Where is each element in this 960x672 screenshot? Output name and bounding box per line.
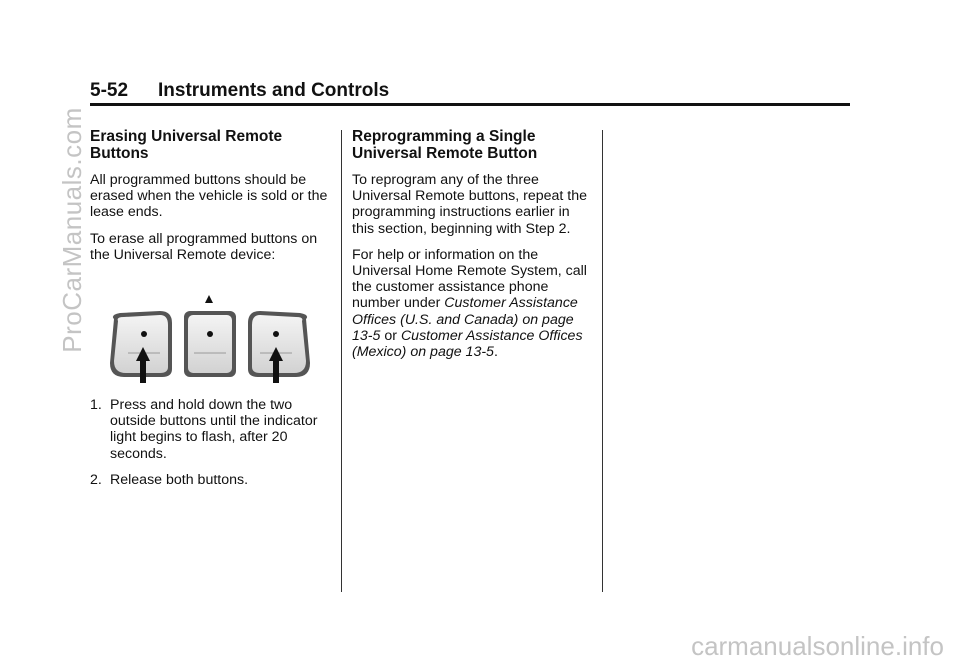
- watermark-bottom: carmanualsonline.info: [691, 631, 944, 661]
- watermark-left: ProCarManuals.com: [57, 107, 87, 353]
- column-divider: [602, 130, 603, 592]
- link-mexico[interactable]: Customer Assistance Offices (Mexico) on page 13-5: [352, 327, 583, 361]
- erasing-instruction: To erase all programmed buttons on the Universal Remote device:: [90, 230, 318, 263]
- erasing-heading: Erasing Universal Remote Buttons: [90, 128, 283, 162]
- step-text: Release both buttons.: [110, 471, 249, 488]
- period: .: [493, 344, 498, 361]
- column-middle: [352, 128, 592, 370]
- center-remote-button: [184, 311, 236, 377]
- page-number: 5-52: [90, 80, 129, 101]
- column-divider: [341, 130, 342, 592]
- column-left: [90, 128, 330, 498]
- link-us-canada[interactable]: Customer Assistance Offices (U.S. and Canada) on page 13-5: [352, 295, 578, 344]
- list-item: [90, 397, 330, 462]
- erasing-steps: [90, 397, 330, 488]
- remote-buttons-illustration: [90, 277, 330, 387]
- step-text: Press and hold down the two outside buttons until the indicator light begins to flash, after 20 seconds.: [110, 397, 318, 462]
- step-number: 1.: [90, 397, 102, 414]
- assistance-paragraph: [352, 247, 592, 360]
- indicator-light-icon: [205, 295, 213, 303]
- header-rule: [90, 103, 850, 106]
- step-number: 2.: [90, 471, 102, 488]
- erasing-intro: All programmed buttons should be erased when the vehicle is sold or the lease ends.: [90, 172, 328, 221]
- page-header: [90, 80, 850, 102]
- remote-buttons-figure: [90, 277, 330, 387]
- assistance-text: For help or information on the Universal Home Remote System, call the customer assistance phone number under: [352, 246, 587, 312]
- list-item: [90, 472, 330, 488]
- section-title: Instruments and Controls: [158, 80, 390, 101]
- reprogramming-intro: To reprogram any of the three Universal Remote buttons, repeat the programming instructions earlier in this section, beginning with Step 2.: [352, 172, 588, 237]
- reprogramming-heading: Reprogramming a Single Universal Remote Button: [352, 128, 538, 162]
- conjunction: or: [384, 327, 397, 344]
